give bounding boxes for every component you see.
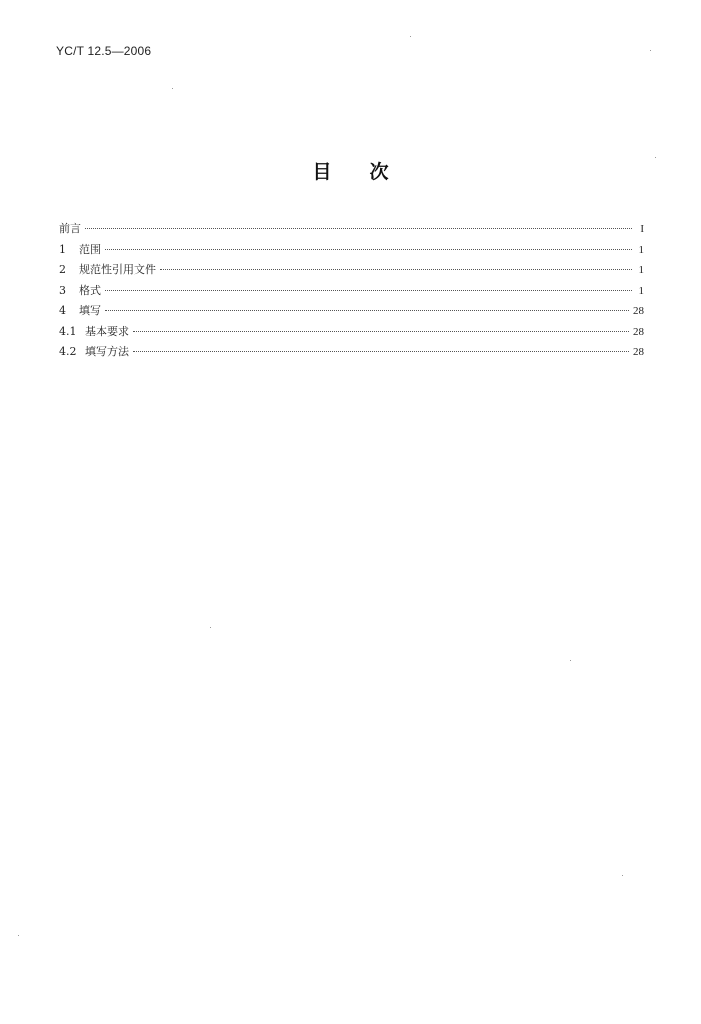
dot-leader	[105, 249, 632, 250]
title-char-1: 目	[312, 161, 332, 183]
toc-number: 3	[59, 283, 66, 297]
toc-label: 规范性引用文件	[79, 263, 156, 276]
toc-number: 4.2	[59, 345, 77, 358]
toc-label: 格式	[79, 283, 101, 297]
toc-page-number: 28	[633, 346, 644, 358]
toc-entry-basic-requirements[interactable]	[59, 323, 644, 344]
dot-leader	[133, 351, 629, 352]
scan-speck	[210, 627, 211, 628]
scan-speck	[622, 875, 623, 876]
dot-leader	[105, 290, 632, 291]
scan-speck	[655, 157, 656, 158]
dot-leader	[105, 310, 629, 311]
dot-leader	[160, 269, 632, 270]
toc-page-number: 1	[638, 284, 644, 297]
toc-label: 范围	[79, 242, 101, 256]
toc-number: 2	[59, 263, 66, 276]
toc-number: 1	[59, 242, 66, 256]
toc-label: 填写	[79, 304, 101, 317]
toc-label: 填写方法	[85, 345, 129, 358]
toc-entry-filling-method[interactable]	[59, 343, 644, 364]
toc-label: 前言	[59, 222, 81, 235]
toc-label: 基本要求	[85, 324, 129, 338]
dot-leader	[133, 331, 629, 332]
toc-number: 4	[59, 304, 66, 317]
table-of-contents	[59, 220, 644, 364]
toc-page-number: I	[640, 223, 644, 235]
toc-entry-scope[interactable]	[59, 241, 644, 262]
toc-entry-filling[interactable]	[59, 302, 644, 323]
toc-entry-foreword[interactable]	[59, 220, 644, 241]
document-code: YC/T 12.5—2006	[56, 44, 152, 58]
toc-page-number: 28	[633, 305, 644, 317]
scan-speck	[410, 36, 411, 37]
title-char-2: 次	[369, 161, 389, 183]
dot-leader	[85, 228, 632, 229]
toc-page-number: 28	[633, 325, 644, 338]
scan-speck	[650, 50, 651, 51]
toc-number: 4.1	[59, 324, 77, 338]
scan-speck	[18, 935, 19, 936]
toc-page-number: 1	[638, 243, 644, 256]
scan-speck	[570, 660, 571, 661]
toc-entry-format[interactable]	[59, 282, 644, 303]
toc-entry-normative-references[interactable]	[59, 261, 644, 282]
scan-speck	[172, 88, 173, 89]
page-title	[0, 157, 701, 184]
toc-page-number: 1	[638, 264, 644, 276]
